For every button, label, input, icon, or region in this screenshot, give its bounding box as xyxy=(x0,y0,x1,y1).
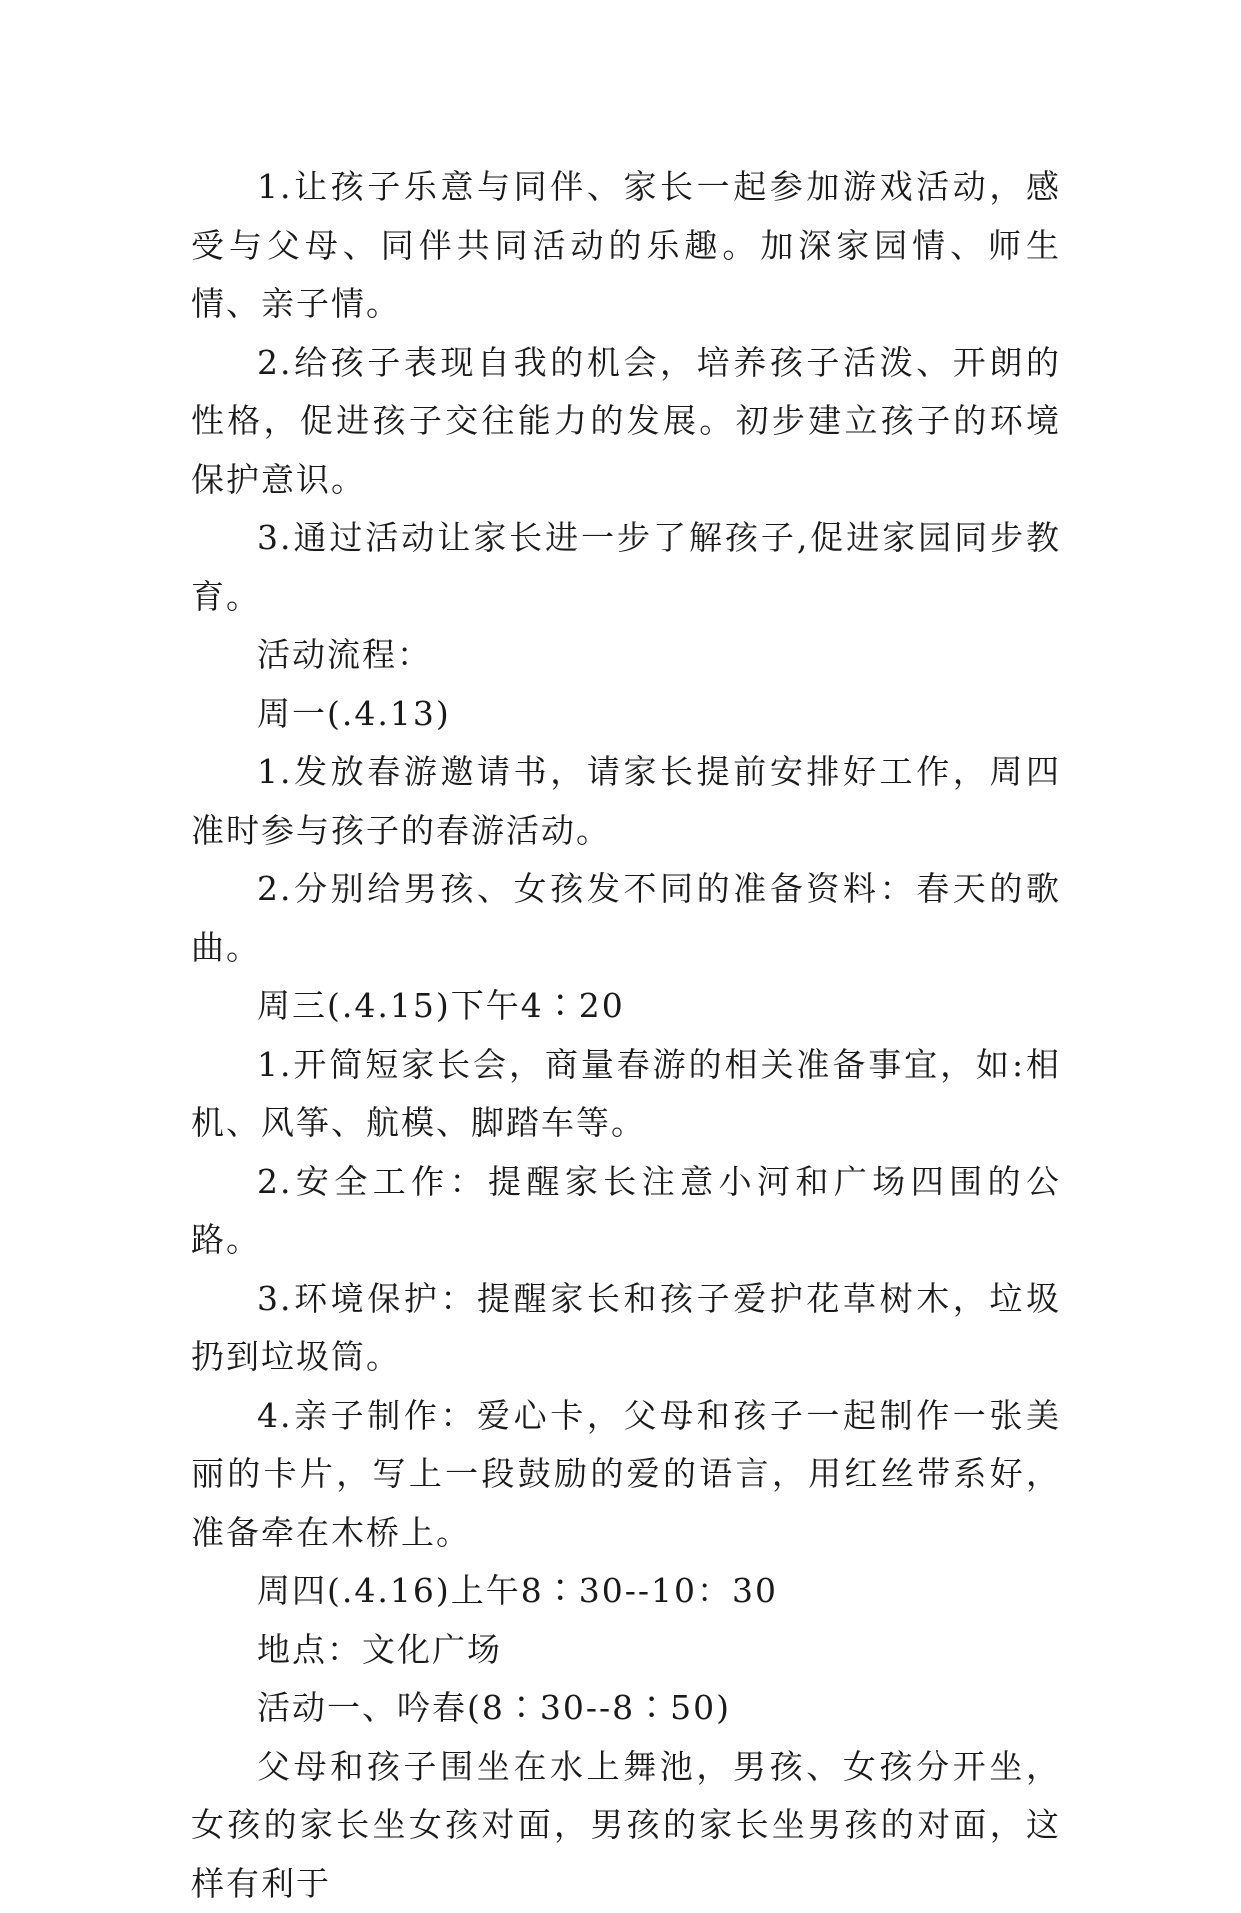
goal-paragraph-3: 3.通过活动让家长进一步了解孩子,促进家园同步教育。 xyxy=(191,509,1061,626)
day-heading-monday: 周一(.4.13) xyxy=(191,685,1061,744)
monday-item-1: 1.发放春游邀请书，请家长提前安排好工作，周四准时参与孩子的春游活动。 xyxy=(191,743,1061,860)
goal-paragraph-1: 1.让孩子乐意与同伴、家长一起参加游戏活动，感受与父母、同伴共同活动的乐趣。加深家园情、师生情、亲子情。 xyxy=(191,158,1061,334)
section-heading-process: 活动流程： xyxy=(191,626,1061,685)
monday-item-2: 2.分别给男孩、女孩发不同的准备资料：春天的歌曲。 xyxy=(191,860,1061,977)
wednesday-item-2: 2.安全工作：提醒家长注意小河和广场四围的公路。 xyxy=(191,1153,1061,1270)
wednesday-item-4: 4.亲子制作：爱心卡，父母和孩子一起制作一张美丽的卡片，写上一段鼓励的爱的语言，用红丝带系好，准备牵在木桥上。 xyxy=(191,1387,1061,1563)
wednesday-item-1: 1.开简短家长会，商量春游的相关准备事宜，如:相机、风筝、航模、脚踏车等。 xyxy=(191,1036,1061,1153)
activity-one-description: 父母和孩子围坐在水上舞池，男孩、女孩分开坐，女孩的家长坐女孩对面，男孩的家长坐男孩的对面，这样有利于 xyxy=(191,1738,1061,1913)
goal-paragraph-2: 2.给孩子表现自我的机会，培养孩子活泼、开朗的性格，促进孩子交往能力的发展。初步建立孩子的环境保护意识。 xyxy=(191,334,1061,510)
wednesday-item-3: 3.环境保护：提醒家长和孩子爱护花草树木，垃圾扔到垃圾筒。 xyxy=(191,1270,1061,1387)
day-heading-thursday: 周四(.4.16)上午8∶30--10：30 xyxy=(191,1562,1061,1621)
document-body xyxy=(191,158,1061,1913)
day-heading-wednesday: 周三(.4.15)下午4∶20 xyxy=(191,977,1061,1036)
location-line: 地点：文化广场 xyxy=(191,1621,1061,1680)
activity-one-heading: 活动一、吟春(8∶30--8∶50) xyxy=(191,1679,1061,1738)
